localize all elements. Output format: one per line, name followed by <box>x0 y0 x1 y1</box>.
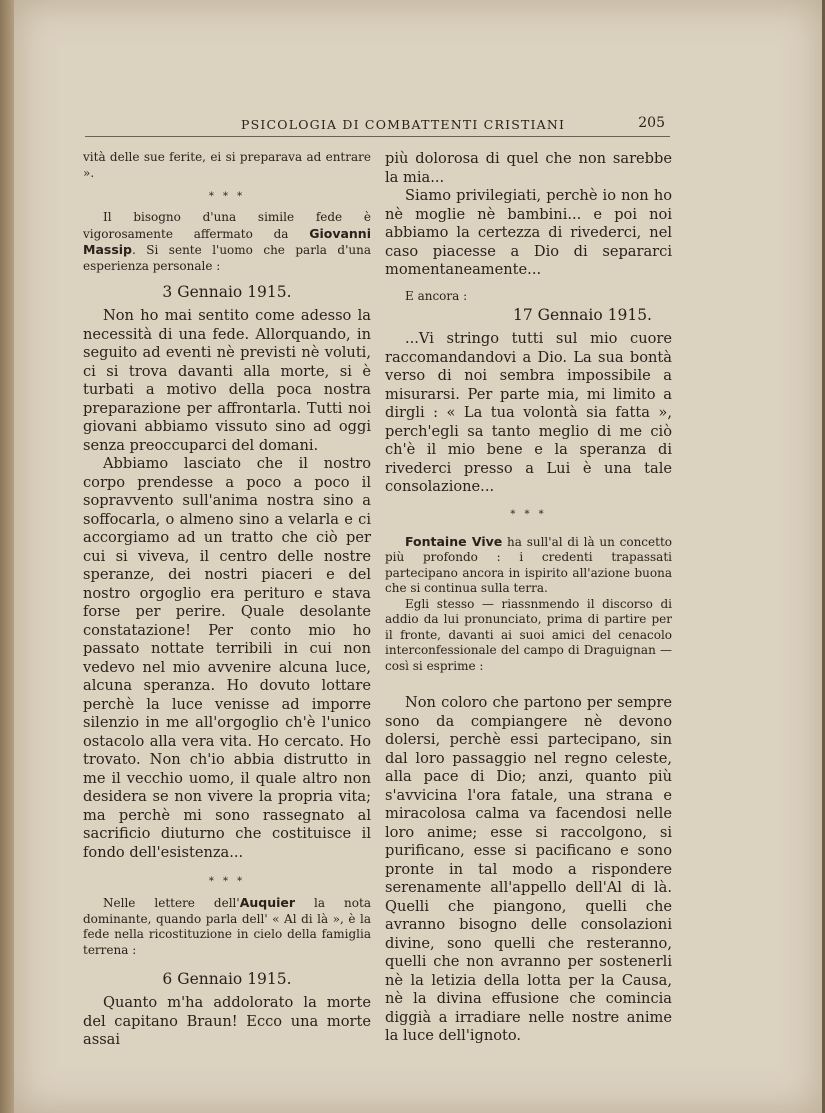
paragraph: E ancora : <box>405 288 468 303</box>
running-title: PSICOLOGIA DI COMBATTENTI CRISTIANI <box>241 117 566 132</box>
spacer <box>385 674 672 694</box>
letter-paragraph: ...Vi stringo tutti sul mio cuore raccomandandovi a Dio. La sua bontà verso di noi sembra impossibile a misurarsi. Per parte mia, mi limito a dirgli : « La tua volontà sia fatta », perch'egli sa tanto meglio di me ciò ch'è il mio bene e la speranza di rivederci presso a Lui è una tale consolazione... <box>385 330 672 495</box>
letter-date: 6 Gennaio 1915. <box>162 970 292 988</box>
letter-paragraph: Non coloro che partono per sempre sono da compiangere nè devono dolersi, perchè essi partecipano, sin dal loro passaggio nel regno celeste, alla pace di Dio; anzi, quanto più s'avvicina l'ora fatale, una strana e miracolosa calma va facendosi nelle loro anime; esse si raccolgono, si purificano, esse si pacificano e sono pronte in tal modo a rispondere serenamente all'appello dell'Al di là. Quelli che piangono, quelli che avranno bisogno delle consolazioni divine, sono quelli che resteranno, quelli che non avranno per sostenerli nè la letizia della lotta per la Causa, nè la divina effusione che comincia diggià a irradiare nelle nostre anime la luce dell'ignoto. <box>385 694 672 1044</box>
page-number: 205 <box>638 115 665 131</box>
author-name: Auquier <box>239 895 296 910</box>
author-name: Giovanni Massip <box>83 225 371 257</box>
letter-paragraph: Quanto m'ha addolorato la morte del capitano Braun! Ecco una morte assai <box>83 994 371 1048</box>
letter-paragraph: più dolorosa di quel che non sarebbe la mia... <box>385 150 672 186</box>
page-header <box>225 117 665 137</box>
letter-paragraph: Abbiamo lasciato che il nostro corpo prendesse a poco a poco il sopravvento sull'anima nostra sino a soffocarla, o almeno sino a velarla e ci accorgiamo ad un tratto che ciò per cui si viveva, il centro delle nostre speranze, dei nostri piaceri e del nostro orgoglio era perituro e stava forse per perire. Quale desolante constatazione! Per conto mio ho passato nottate terribili in cui non vedevo nel mio avvenire alcuna luce, alcuna speranza. Ho dovuto lottare perchè la luce venisse ad imporre silenzio in me all'orgoglio ch'è l'unico ostacolo alla vera vita. Ho cercato. Ho trovato. Non ch'io abbia distrutto in me il vecchio uomo, il quale altro non desidera se non vivere la propria vita; ma perchè mi sono rassegnato al sacrificio diuturno che costituisce il fondo dell'esistenza... <box>83 455 371 861</box>
paragraph: vità delle sue ferite, ei si preparava ad entrare ». <box>83 150 371 180</box>
intro-paragraph: Il bisogno d'una simile fede è vigorosamente affermato da Giovanni Massip. Si sente l'uomo che parla d'una esperienza personale : <box>83 210 371 273</box>
right-column <box>385 150 672 1046</box>
section-separator: * * * <box>208 191 246 202</box>
author-name: Fontaine Vive <box>405 533 503 549</box>
letter-paragraph: Siamo privilegiati, perchè io non ho nè moglie nè bambini... e poi noi abbiamo la certezza di rivederci, nel caso piacesse a Dio di separarci momentaneamente... <box>385 187 672 278</box>
header-rule <box>85 136 670 137</box>
section-separator: * * * <box>208 876 246 887</box>
letter-date: 17 Gennaio 1915. <box>512 306 652 324</box>
intro-paragraph: Fontaine Vive ha sull'al di là un concetto più profondo : i credenti trapassati partecipano ancora in ispirito all'azione buona che si continua sulla terra. <box>385 533 672 595</box>
section-separator: * * * <box>510 508 547 520</box>
left-column <box>83 150 371 1050</box>
letter-paragraph: Non ho mai sentito come adesso la necessità di una fede. Allorquando, in seguito ad eventi nè previsti nè voluti, ci si trova davanti alla morte, si è turbati a motivo della poca nostra preparazione per affrontarla. Tutti noi giovani abbiamo vissuto sino ad oggi senza preoccuparci del domani. <box>83 307 371 454</box>
intro-paragraph: Egli stesso — riassnmendo il discorso di addio da lui pronunciato, prima di partire per il fronte, davanti ai suoi amici del cenacolo interconfessionale del campo di Draguignan — così si esprime : <box>385 596 672 673</box>
intro-paragraph: Nelle lettere dell'Auquier la nota dominante, quando parla dell' « Al di là », è la fede nella ricostituzione in cielo della famiglia terrena : <box>83 895 371 957</box>
letter-date: 3 Gennaio 1915. <box>162 283 292 301</box>
